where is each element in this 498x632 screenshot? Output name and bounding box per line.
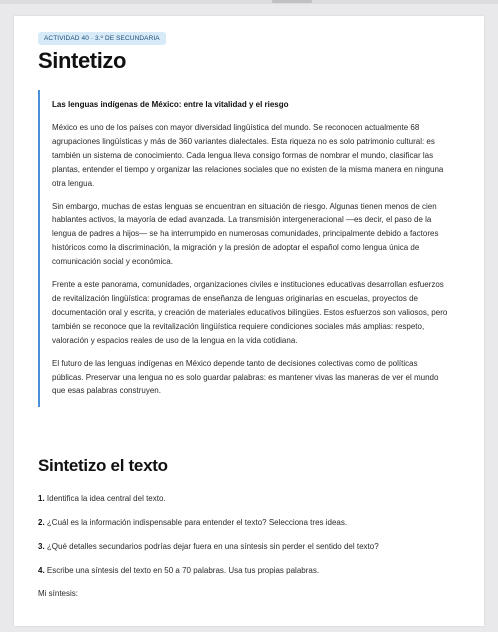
synthesis-label: Mi síntesis: (38, 589, 79, 598)
reading-title: Las lenguas indígenas de México: entre la vitalidad y el riesgo (52, 100, 289, 109)
reading-passage (38, 90, 448, 407)
question-number: 1. (38, 494, 45, 503)
question-number: 4. (38, 566, 45, 575)
page-title: Sintetizo (38, 48, 127, 73)
reading-paragraph: El futuro de las lenguas indígenas en México depende tanto de decisiones colectivas como de políticas públicas. Preservar una lengua no es solo guardar palabras: es mantener vivas las maneras de ver el mundo que esas palabras construyen. (52, 358, 439, 396)
question-text: Escribe una síntesis del texto en 50 a 70 palabras. Usa tus propias palabras. (46, 566, 320, 575)
question-item (38, 494, 166, 503)
drag-handle[interactable] (272, 0, 312, 3)
window-top-bar (0, 0, 498, 4)
activity-badge: ACTIVIDAD 40 · 3.º DE SECUNDARIA (38, 32, 166, 45)
question-item (38, 542, 379, 551)
question-item (38, 566, 319, 575)
question-number: 3. (38, 542, 45, 551)
question-text: ¿Qué detalles secundarios podrías dejar fuera en una síntesis sin perder el sentido del texto? (46, 542, 379, 551)
question-number: 2. (38, 518, 45, 527)
question-text: ¿Cuál es la información indispensable para entender el texto? Selecciona tres ideas. (46, 518, 348, 527)
question-text: Identifica la idea central del texto. (46, 494, 166, 503)
section-title: Sintetizo el texto (38, 456, 168, 475)
question-item (38, 518, 347, 527)
reading-paragraph: Sin embargo, muchas de estas lenguas se encuentran en situación de riesgo. Algunas tienen menos de cien hablantes activos, la mayoría de edad avanzada. La transmisión intergeneracional —es decir, el paso de la lengua de padres a hijos— se ha interrumpido en numerosas comunidades, principalmente debido a factores históricos como la discriminación, la migración y la presión de adoptar el español como lengua única de comunicación social y económica. (52, 201, 439, 267)
reading-paragraph: Frente a este panorama, comunidades, organizaciones civiles e instituciones educativas desarrollan esfuerzos de revitalización lingüística: programas de enseñanza de lenguas originarias en escuelas, proyectos de documentación oral y escrita, y creación de materiales educativos bilingües. Estos esfuerzos son valiosos, pero también se reconoce que la revitalización lingüística requiere condiciones sociales más amplias: respeto, valoración y espacios reales de uso de la lengua en la vida cotidiana. (52, 280, 448, 345)
document-page (14, 16, 484, 626)
reading-paragraph: México es uno de los países con mayor diversidad lingüística del mundo. Se reconocen actualmente 68 agrupaciones lingüísticas y más de 360 variantes dialectales. Esta riqueza no es solo patrimonio cultural: es también un sistema de conocimiento. Cada lengua lleva consigo formas de nombrar el mundo, clasificar las plantas, entender el tiempo y organizar las relaciones sociales que no existen de la misma manera en ninguna otra lengua. (52, 123, 444, 188)
